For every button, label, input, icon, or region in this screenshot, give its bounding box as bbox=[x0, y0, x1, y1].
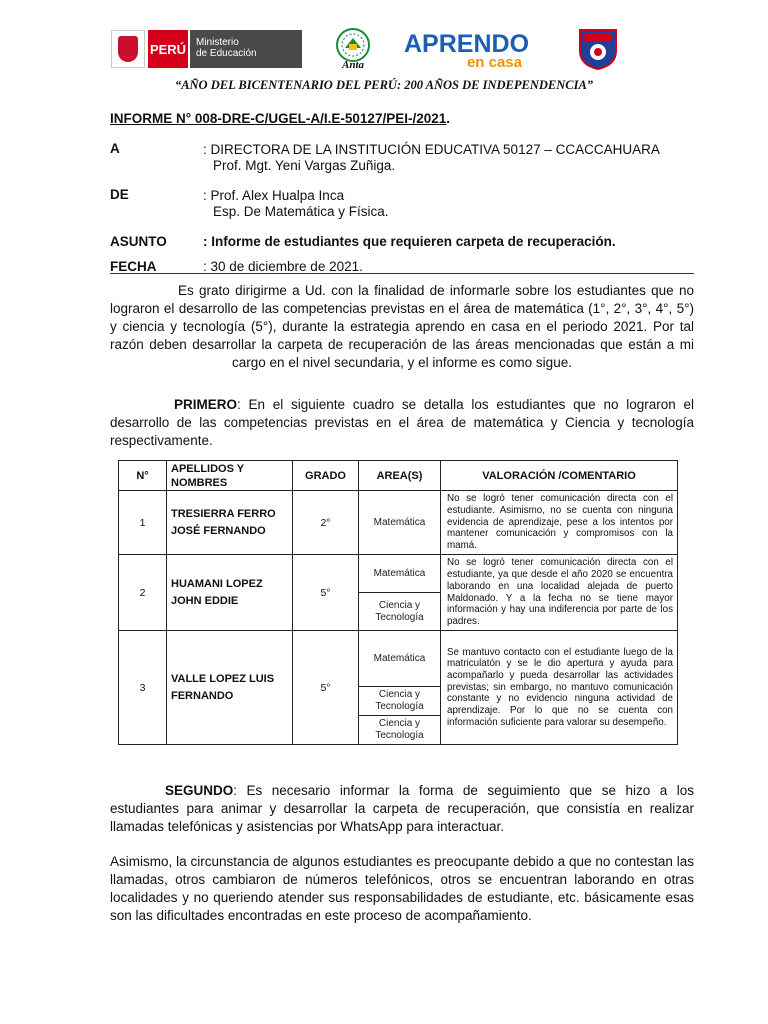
table-row bbox=[119, 631, 678, 687]
report-title-period: . bbox=[446, 111, 451, 126]
table-row bbox=[119, 555, 678, 593]
report-number: INFORME N° 008-DRE-C/UGEL-A/I.E-50127/PEI-/2021 bbox=[110, 111, 447, 126]
peru-label: PERÚ bbox=[148, 30, 188, 68]
segundo-paragraph bbox=[110, 782, 694, 836]
aprendo-en-casa-logo bbox=[404, 30, 530, 71]
field-label-a: A bbox=[110, 141, 120, 156]
header-number: N° bbox=[119, 461, 167, 491]
field-value-fecha: : 30 de diciembre de 2021. bbox=[203, 259, 363, 274]
header-grado: GRADO bbox=[293, 461, 359, 491]
field-label-de: DE bbox=[110, 187, 129, 202]
student-area: Matemática bbox=[359, 555, 441, 593]
student-comment: No se logró tener comunicación directa con el estudiante. Asimismo, no se cuenta con ninguna evidencia de aprendizaje, pese a los intentos por mantener comunicación y compromisos con la mamá. bbox=[441, 491, 678, 555]
en-casa-label: en casa bbox=[466, 54, 522, 71]
primero-paragraph bbox=[110, 396, 694, 450]
ministry-line-2: de Educación bbox=[196, 48, 257, 59]
row-number: 2 bbox=[119, 555, 167, 631]
student-name: TRESIERRA FERRO JOSÉ FERNANDO bbox=[167, 491, 293, 555]
header-areas: AREA(S) bbox=[359, 461, 441, 491]
field-label-asunto: ASUNTO bbox=[110, 234, 167, 249]
header-comment: VALORACIÓN /COMENTARIO bbox=[441, 461, 678, 491]
anta-logo-icon bbox=[327, 26, 379, 70]
row-number: 1 bbox=[119, 491, 167, 555]
student-area: Matemática bbox=[359, 631, 441, 687]
table-header-row bbox=[119, 461, 678, 491]
row-number: 3 bbox=[119, 631, 167, 745]
student-area: Ciencia y Tecnología bbox=[359, 687, 441, 716]
header-name: APELLIDOS Y NOMBRES bbox=[167, 461, 293, 491]
student-comment: No se logró tener comunicación directa con el estudiante, ya que desde el año 2020 se encuentra laborando en una localidad alejada de puerto Maldonado. Y a la fecha no se tiene mayor información y hay una indiferencia por parte de los padres. bbox=[441, 555, 678, 631]
intro-paragraph: Es grato dirigirme a Ud. con la finalidad de informarle sobre los estudiantes que no lograron el desarrollo de las competencias previstas en el área de matemática (1°, 2°, 3°, 4°, 5°) y ciencia y tecnología (5°), durante la estrategia aprendo en casa en el periodo 2021. Por tal razón deben desarrollar la carpeta de recuperación de las áreas mencionadas que están a mi cargo en el nivel secundaria, y el informe es como sigue. bbox=[110, 283, 694, 370]
primero-text: : En el siguiente cuadro se detalla los estudiantes que no lograron el desarrollo de las competencias previstas en el área de matemática y Ciencia y tecnología respectivamente. bbox=[110, 397, 694, 448]
student-area: Ciencia y Tecnología bbox=[359, 716, 441, 745]
segundo-text: : Es necesario informar la forma de seguimiento que se hizo a los estudiantes para animar y desarrollar la carpeta de recuperación, que consistía en realizar llamadas telefónicas y asistencias por WhatsApp para interactuar. bbox=[110, 783, 694, 834]
student-comment: Se mantuvo contacto con el estudiante luego de la matriculatón y se le dio apertura y ayuda para acompañarlo y pueda desarrollar las actividades previstas; sin embargo, no mantuvo comunicación constante y no evidencio ninguna actividad de aprendizaje. Por lo que no se cuenta con información suficiente para valorar su desempeño. bbox=[441, 631, 678, 745]
ministry-logo bbox=[111, 30, 302, 68]
field-label-fecha: FECHA bbox=[110, 259, 157, 274]
student-area: Ciencia y Tecnología bbox=[359, 593, 441, 631]
school-crest-icon bbox=[576, 27, 620, 71]
field-value-de-line1: : Prof. Alex Hualpa Inca bbox=[203, 188, 345, 203]
report-title bbox=[110, 111, 450, 126]
student-area: Matemática bbox=[359, 491, 441, 555]
year-motto: “AÑO DEL BICENTENARIO DEL PERÚ: 200 AÑOS DE INDEPENDENCIA” bbox=[174, 78, 594, 92]
aprendo-label: APRENDO bbox=[404, 30, 530, 58]
student-name: HUAMANI LOPEZ JOHN EDDIE bbox=[167, 555, 293, 631]
field-value-a-line1: : DIRECTORA DE LA INSTITUCIÓN EDUCATIVA 50127 – CCACCAHUARA bbox=[203, 142, 660, 157]
student-grado: 5° bbox=[293, 555, 359, 631]
ministry-line-1: Ministerio bbox=[196, 37, 239, 48]
primero-label: PRIMERO bbox=[174, 397, 238, 412]
field-value-de-line2: Esp. De Matemática y Física. bbox=[213, 204, 389, 219]
ministry-label bbox=[190, 30, 302, 68]
student-grado: 5° bbox=[293, 631, 359, 745]
field-value-a-line2: Prof. Mgt. Yeni Vargas Zuñiga. bbox=[213, 158, 396, 173]
field-value-asunto: : Informe de estudiantes que requieren carpeta de recuperación. bbox=[203, 234, 616, 249]
table-row bbox=[119, 491, 678, 555]
closing-paragraph: Asimismo, la circunstancia de algunos estudiantes es preocupante debido a que no contestan las llamadas, otros cambiaron de números telefónicos, otros se encuentran laborando en otras localidades y no queriendo atender sus responsabilidades de estudiante, etc. básicamente esas son las dificultades encontradas en este proceso de acompañamiento. bbox=[110, 854, 694, 923]
student-name: VALLE LOPEZ LUIS FERNANDO bbox=[167, 631, 293, 745]
divider bbox=[110, 273, 694, 274]
student-grado: 2° bbox=[293, 491, 359, 555]
segundo-label: SEGUNDO bbox=[165, 783, 234, 798]
anta-label: Anta bbox=[341, 59, 365, 70]
students-table bbox=[118, 460, 678, 745]
peru-shield-icon bbox=[111, 30, 145, 68]
